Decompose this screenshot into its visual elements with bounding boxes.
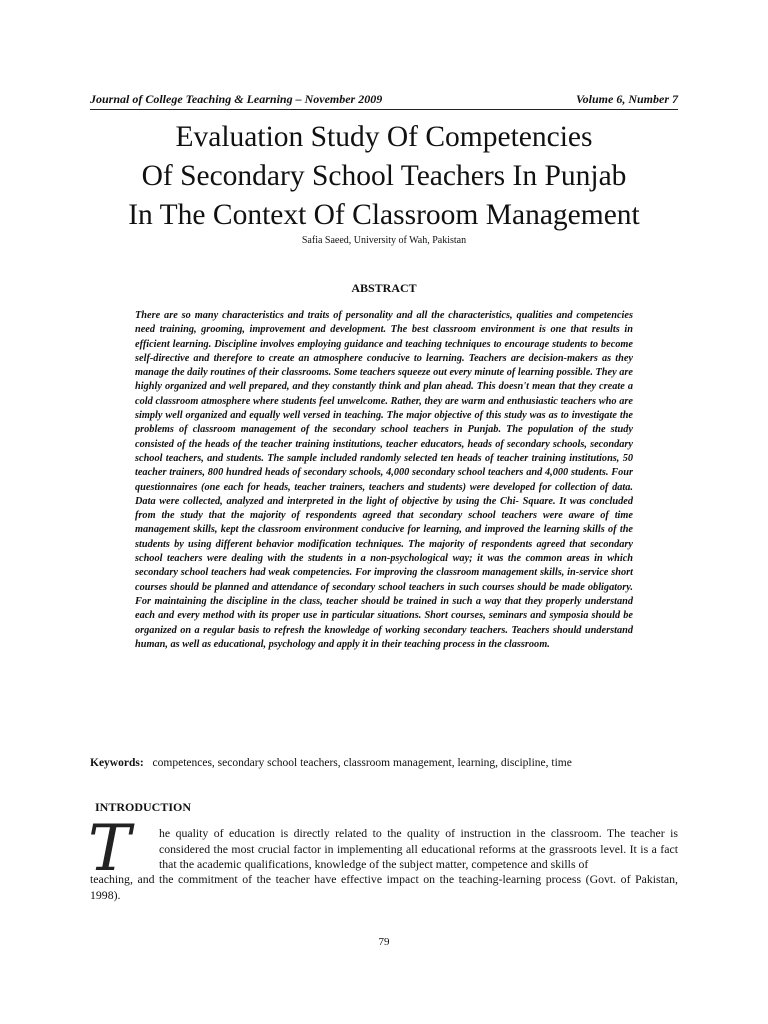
abstract-heading: ABSTRACT [351,281,417,295]
volume-number: Volume 6, Number 7 [575,92,678,106]
keywords-label: Keywords: [90,757,144,769]
author-affiliation: Safia Saeed, University of Wah, Pakistan [301,235,467,246]
introduction-paragraph-end: teaching, and the commitment of the teacher have effective impact on the teaching-learning process (Govt. of Pakistan, 1998). [90,872,678,902]
running-header [90,92,678,110]
abstract-text: There are so many characteristics and traits of personality and all the characteristics, qualities and competencies need training, grooming, improvement and development. The best classroom environment is one that results in efficient learning. Discipline involves employing guidance and teaching techniques to encourage students to become self-directive and therefore to create an atmosphere conducive to learning. Teachers are decision-makers as they manage the daily routines of their classrooms. Some teachers squeeze out every minute of learning possible. They are highly organized and well prepared, and they constantly think and plan ahead. This doesn't mean that they create a cold classroom atmosphere where students feel unwelcome. Rather, they are warm and enthusiastic teachers who are simply well organized and equally well versed in teaching. The major objective of this study was as to investigate the problems of classroom management of the secondary school teachers in Punjab. The population of the study consisted of the heads of the teacher training institutions, teacher educators, heads of secondary schools, secondary school teachers, and students. The sample included randomly selected ten heads of teacher training institutions, 50 teacher trainers, 800 hundred heads of secondary schools, 4,000 secondary school teachers and 4,000 students. Four questionnaires (one each for heads, teacher trainers, teachers and students) were developed for collection of data. Data were collected, analyzed and interpreted in the light of objective by using the Chi- Square. It was concluded from the study that the majority of respondents agreed that secondary school teachers were aware of time management skills, kept the classroom environment conducive for learning, and improved the learning skills of the students by using different behavior modification techniques. The majority of respondents agreed that secondary school teachers were dealing with the students in a non-psychological way; it was the common areas in which secondary school teachers had weak competencies. For improving the classroom management skills, in-service short courses should be planned and attendance of secondary school teachers in such courses should be made obligatory. For maintaining the discipline in the class, teacher should be trained in such a way that they properly understand each and every method with its proper use in particular situations. Short courses, seminars and symposia should be organized on a regular basis to refresh the knowledge of working secondary teachers. Teachers should understand human, as well as educational, psychology and apply it in their teaching process in the classroom. [135,310,633,650]
keywords-value: competences, secondary school teachers, classroom management, learning, discipline, time [152,757,572,769]
introduction-paragraph-start: he quality of education is directly related to the quality of instruction in the classroom. The teacher is considered the most crucial factor in implementing all educational reforms at the grassroots level. It is a fact that the academic qualifications, knowledge of the subject matter, competence and skills of [159,826,678,871]
introduction-heading: INTRODUCTION [95,800,192,814]
page-number: 79 [378,936,390,948]
journal-name: Journal of College Teaching & Learning – November 2009 [90,92,383,106]
drop-cap: T [88,812,131,886]
paper-title [60,118,708,235]
keywords-line [90,757,678,769]
title-line-1: Evaluation Study Of Competencies [175,121,593,153]
title-line-2: Of Secondary School Teachers In Punjab [141,160,627,192]
title-line-3: In The Context Of Classroom Management [128,199,640,231]
